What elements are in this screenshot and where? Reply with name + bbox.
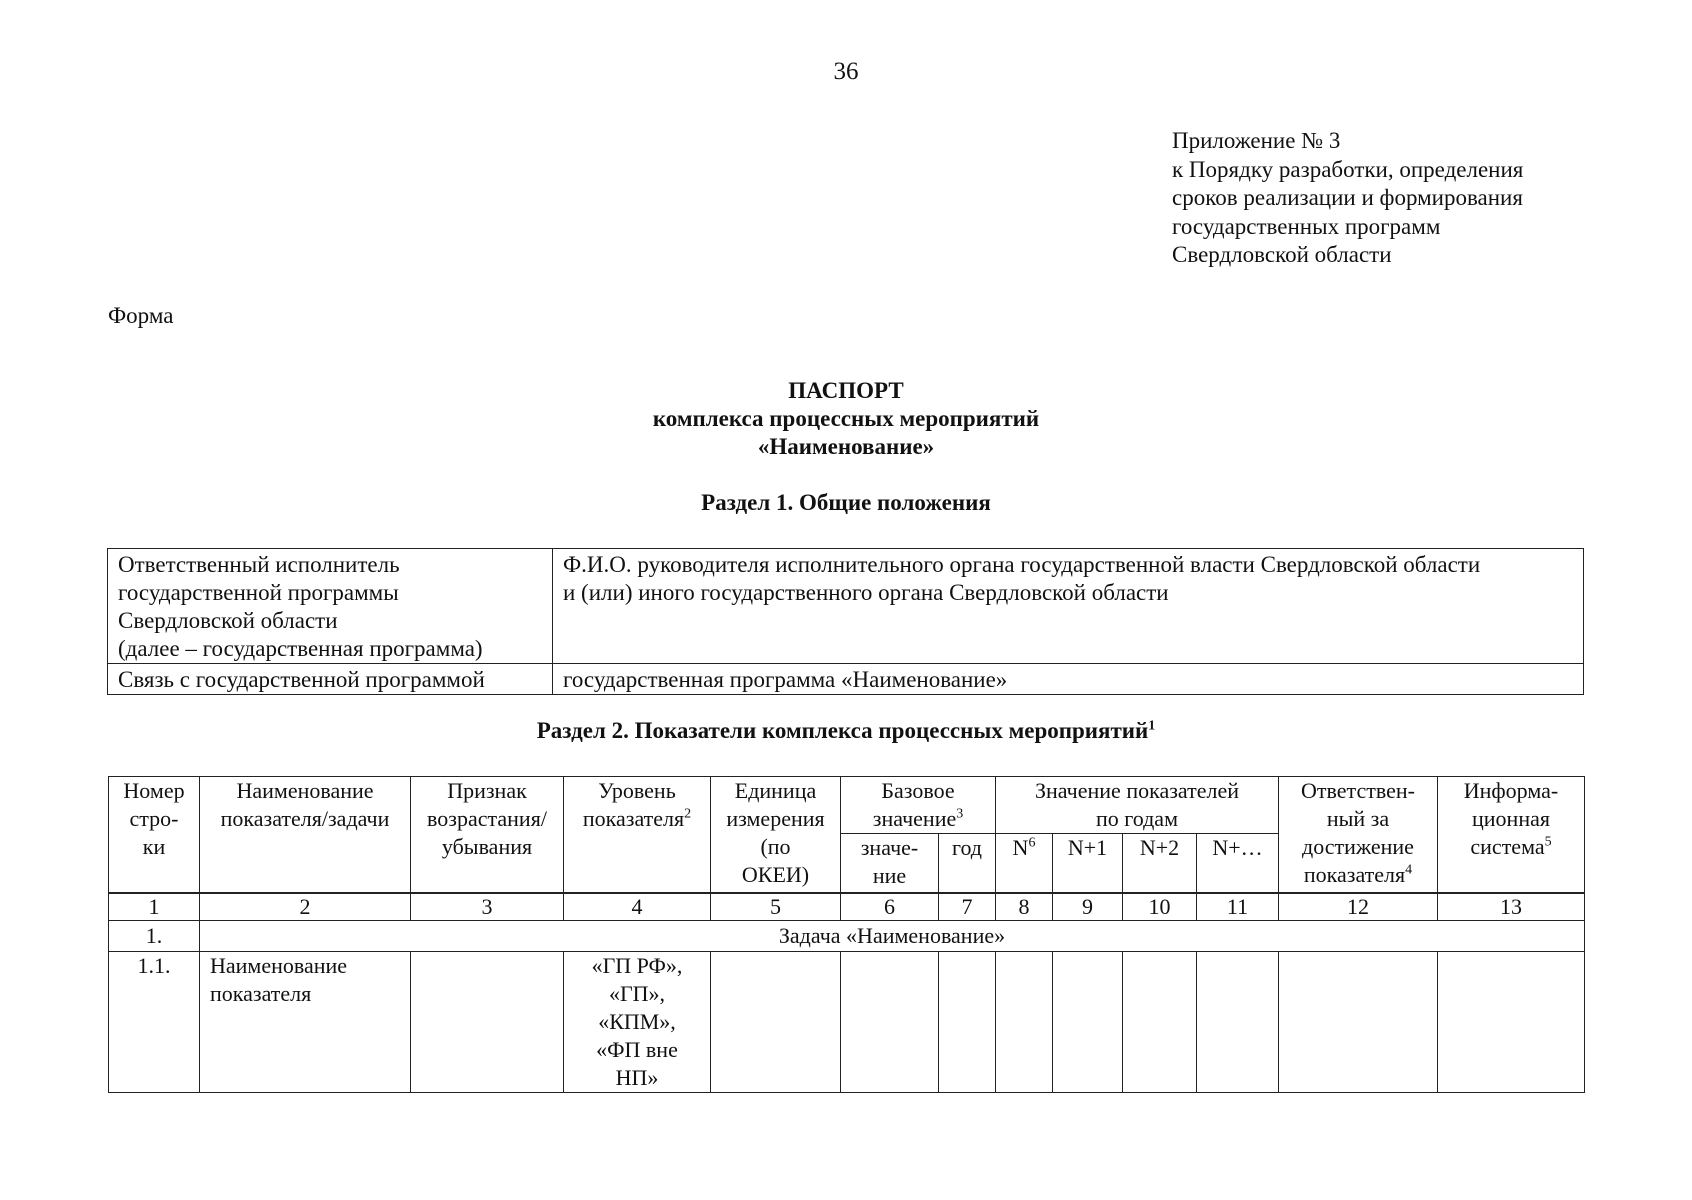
appendix-line: сроков реализации и формирования — [1172, 185, 1523, 210]
header-text: Уровень — [598, 778, 676, 803]
indicator-name-line: показателя — [210, 981, 312, 1006]
header-text: N+… — [1212, 835, 1263, 860]
header-text: Признак — [447, 778, 527, 803]
column-number: 5 — [711, 894, 841, 921]
column-number: 12 — [1279, 894, 1438, 921]
indicator-level-line: НП» — [615, 1065, 659, 1090]
empty-cell — [1197, 952, 1279, 1093]
header-text — [564, 805, 710, 833]
header-info-system — [1438, 777, 1585, 893]
column-number: 2 — [200, 894, 411, 921]
indicator-number — [109, 952, 200, 1093]
section-1-title: Раздел 1. Общие положения — [701, 490, 991, 515]
header-text — [841, 805, 995, 833]
indicator-name — [200, 952, 411, 1093]
indicator-level-line: «ГП РФ», — [591, 953, 683, 978]
header-year-n1 — [1053, 834, 1123, 893]
appendix-line: Приложение № 3 — [1172, 128, 1341, 153]
header-text — [996, 834, 1052, 862]
header-text: ОКЕИ) — [741, 862, 810, 887]
column-number: 10 — [1123, 894, 1197, 921]
header-text: N+2 — [1139, 835, 1180, 860]
empty-cell — [1053, 952, 1123, 1093]
task-number: 1. — [109, 921, 200, 952]
header-text-part: показателя — [582, 806, 685, 831]
label-line: государственной программы — [118, 580, 399, 605]
document-title — [0, 377, 1692, 461]
indicators-header-table — [108, 776, 1585, 893]
header-text: стро- — [129, 806, 179, 831]
general-provisions-table — [107, 548, 1584, 695]
section-2-title — [0, 718, 1692, 744]
indicator-row — [109, 952, 1585, 1093]
value-line: и (или) иного государственного органа Свердловской области — [563, 580, 1169, 605]
appendix-line: государственных программ — [1172, 213, 1441, 239]
column-number: 7 — [939, 894, 996, 921]
header-text: Базовое — [881, 778, 955, 803]
header-text: ционная — [1472, 806, 1550, 831]
header-row-number — [109, 777, 200, 893]
header-text: Наименование — [236, 778, 374, 803]
column-numbers-row — [109, 894, 1585, 921]
header-text: измерения — [726, 806, 825, 831]
header-text: ки — [142, 834, 166, 859]
header-text: Ответствен- — [1301, 778, 1415, 803]
empty-cell — [1123, 952, 1197, 1093]
column-number: 11 — [1197, 894, 1279, 921]
indicator-name-line: Наименование — [210, 953, 348, 978]
header-responsible — [1279, 777, 1438, 893]
header-base-value-year — [939, 834, 996, 893]
header-base-value-value — [841, 834, 939, 893]
column-number: 3 — [411, 894, 564, 921]
page-number: 36 — [833, 58, 859, 85]
label-line: Ответственный исполнитель — [118, 552, 400, 577]
header-year-n2 — [1123, 834, 1197, 893]
column-number: 8 — [996, 894, 1053, 921]
header-text: убывания — [441, 834, 533, 859]
header-text-part: система — [1470, 834, 1545, 859]
responsible-executor-value — [553, 549, 1584, 664]
empty-cell — [1279, 952, 1438, 1093]
indicator-level-line: «ФП вне — [596, 1037, 678, 1062]
header-text: ный за — [1326, 806, 1390, 831]
task-row — [109, 921, 1585, 952]
footnote-mark: 6 — [1028, 835, 1036, 851]
empty-cell — [711, 952, 841, 1093]
footnote-mark: 4 — [1405, 862, 1413, 878]
header-unit — [711, 777, 841, 893]
responsible-executor-label — [108, 549, 553, 664]
label-line: (далее – государственная программа) — [118, 636, 483, 661]
header-text-part: значение — [872, 806, 957, 831]
empty-cell — [1438, 952, 1585, 1093]
column-number: 9 — [1053, 894, 1123, 921]
header-text — [1279, 861, 1437, 889]
appendix-block — [1172, 127, 1523, 270]
header-text: возрастания/ — [427, 806, 547, 831]
program-link-value — [553, 664, 1584, 695]
column-number: 13 — [1438, 894, 1585, 921]
appendix-line: к Порядку разработки, определения — [1172, 156, 1524, 182]
header-text: N+1 — [1067, 835, 1108, 860]
footnote-mark: 1 — [1148, 718, 1156, 734]
header-year-nx — [1197, 834, 1279, 893]
title-line: «Наименование» — [757, 434, 935, 459]
header-text: Номер — [123, 778, 185, 803]
header-base-value — [841, 777, 996, 834]
value-line: Ф.И.О. руководителя исполнительного органа государственной власти Свердловской области — [563, 552, 1481, 577]
indicator-level-line: «ГП», — [608, 981, 666, 1006]
header-trend — [411, 777, 564, 893]
program-link-label — [108, 664, 553, 695]
table-row — [108, 664, 1584, 695]
indicator-level-line: «КПМ», — [598, 1009, 676, 1034]
label-line: Свердловской области — [118, 608, 338, 633]
header-text — [1438, 833, 1584, 861]
footnote-mark: 5 — [1544, 834, 1552, 850]
column-number: 4 — [564, 894, 711, 921]
column-number: 1 — [109, 894, 200, 921]
footnote-mark: 3 — [956, 806, 964, 822]
header-level — [564, 777, 711, 893]
header-text: (по — [760, 834, 791, 859]
header-year-n — [996, 834, 1053, 893]
footnote-mark: 2 — [684, 806, 692, 822]
empty-cell — [841, 952, 939, 1093]
header-text-part: N — [1012, 835, 1029, 860]
indicator-level — [564, 952, 711, 1093]
appendix-line: Свердловской области — [1172, 242, 1392, 267]
indicators-body-table — [108, 893, 1585, 1093]
title-line: ПАСПОРТ — [788, 378, 904, 403]
header-text: достижение — [1302, 834, 1414, 859]
header-values-by-year — [996, 777, 1279, 834]
title-line: комплекса процессных мероприятий — [652, 406, 1040, 431]
label-line: Связь с государственной программой — [118, 667, 485, 692]
section-2-title-text: Раздел 2. Показатели комплекса процессных мероприятий — [536, 718, 1149, 743]
header-text: значе- — [860, 835, 919, 860]
table-row — [108, 549, 1584, 664]
header-text: по годам — [1096, 806, 1178, 831]
header-text: ние — [872, 863, 907, 888]
empty-cell — [996, 952, 1053, 1093]
header-text: Информа- — [1463, 778, 1559, 803]
header-text: показателя/задачи — [220, 806, 390, 831]
task-name: Задача «Наименование» — [200, 921, 1585, 952]
header-text-part: показателя — [1303, 862, 1406, 887]
indicator-trend-cell — [411, 952, 564, 1093]
header-text: Единица — [734, 778, 817, 803]
indicator-number-text: 1.1. — [137, 953, 171, 978]
form-label: Форма — [108, 303, 174, 328]
value-line: государственная программа «Наименование» — [563, 667, 1008, 692]
empty-cell — [939, 952, 996, 1093]
header-text: Значение показателей — [1035, 778, 1239, 803]
header-indicator-name — [200, 777, 411, 893]
column-number: 6 — [841, 894, 939, 921]
header-text: год — [951, 835, 983, 860]
